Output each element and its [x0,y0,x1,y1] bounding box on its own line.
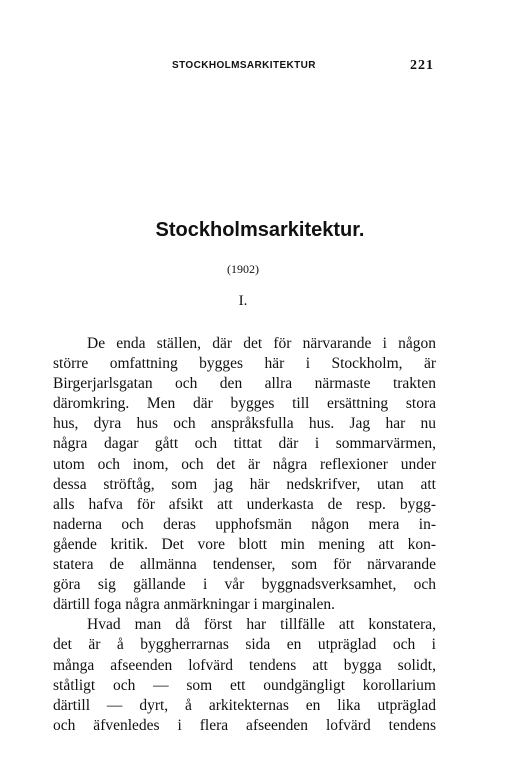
text-line: alls hafva för afsikt att underkasta de resp. bygg- [53,495,436,513]
text-line: ståtligt och — som ett oundgängligt korollarium [53,676,436,694]
text-line: De enda ställen, där det för närvarande i någon [87,335,436,352]
text-line: många afseenden lofvärd tendens att bygga solidt, [53,656,436,674]
text-line: hus, dyra hus och anspråksfulla hus. Jag har nu [53,415,436,433]
body-text [53,334,436,736]
text-line: Birgerjarlsgatan och den allra närmaste trakten [53,375,436,393]
text-line: dessa ströftåg, som jag här nedskrifver, utan att [53,475,436,493]
text-line: gående kritik. Det vore blott min mening att kon- [53,535,436,553]
text-line: det är å byggherrarnas sida en utpräglad och i [53,636,436,654]
chapter-year: (1902) [227,262,259,276]
chapter-title: Stockholmsarkitektur. [155,219,365,241]
text-line: göra sig gällande i vår byggnadsverksamhet, och [53,576,436,594]
text-line: naderna och deras upphofsmän någon mera in- [53,515,436,533]
text-line: utom och inom, och det är några reflexioner under [53,455,436,473]
text-line: däromkring. Men där bygges till ersättning stora [53,395,436,413]
text-line: större omfattning bygges här i Stockholm, är [53,355,436,373]
text-line: några dagar gått och tittat där i sommarvärmen, [53,435,436,453]
text-line: därtill — dyrt, å arkitekternas en lika utpräglad [53,696,436,714]
text-line: statera de allmänna tendenser, som för närvarande [53,556,436,574]
running-head [0,60,520,76]
text-line: Hvad man då först har tillfälle att konstatera, [87,616,436,634]
text-line: och äfvenledes i flera afseenden lofvärd tendens [53,716,436,734]
text-line: därtill foga några anmärkningar i marginalen. [53,596,336,614]
running-title: STOCKHOLMSARKITEKTUR [172,60,316,71]
page-number: 221 [410,58,434,73]
section-numeral: I. [238,293,248,309]
